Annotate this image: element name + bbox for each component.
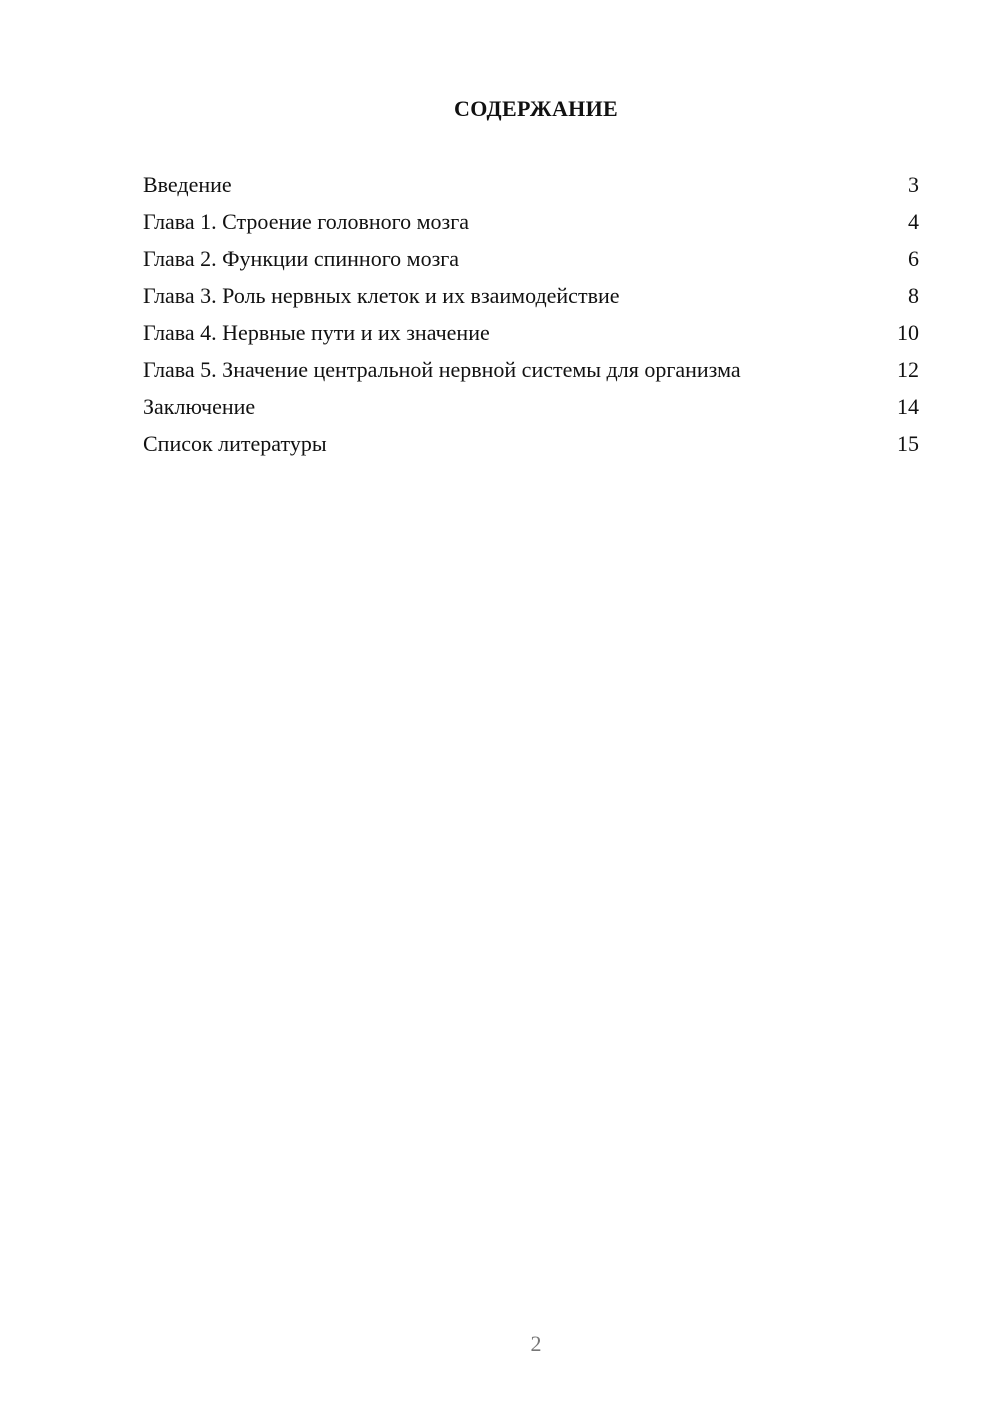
toc-entry-title: Глава 4. Нервные пути и их значение [143,320,490,345]
toc-entry [143,203,919,240]
page-number: 2 [530,1331,542,1356]
toc-entry-page: 3 [908,172,919,197]
toc-entry-title: Глава 1. Строение головного мозга [143,209,469,234]
toc-entry [143,351,919,388]
toc-entry-page: 6 [908,246,919,271]
toc-entry [143,388,919,425]
toc-entry-title: Глава 2. Функции спинного мозга [143,246,460,271]
toc-entry-title: Введение [143,172,232,197]
toc-entry-title: Заключение [143,394,256,419]
toc-entry-page: 14 [897,394,919,419]
toc-entry-title: Глава 5. Значение центральной нервной системы для организма [143,357,741,382]
table-of-contents [143,166,919,462]
toc-entry [143,240,919,277]
toc-entry-page: 15 [897,431,919,456]
page-title: СОДЕРЖАНИЕ [454,96,618,121]
toc-entry [143,314,919,351]
toc-entry [143,425,919,462]
toc-entry [143,166,919,203]
toc-entry-page: 10 [897,320,919,345]
toc-entry-page: 8 [908,283,919,308]
toc-entry-title: Список литературы [143,431,327,456]
toc-entry-page: 12 [897,357,919,382]
toc-entry-page: 4 [908,209,919,234]
toc-entry [143,277,919,314]
toc-entry-title: Глава 3. Роль нервных клеток и их взаимодействие [143,283,620,308]
